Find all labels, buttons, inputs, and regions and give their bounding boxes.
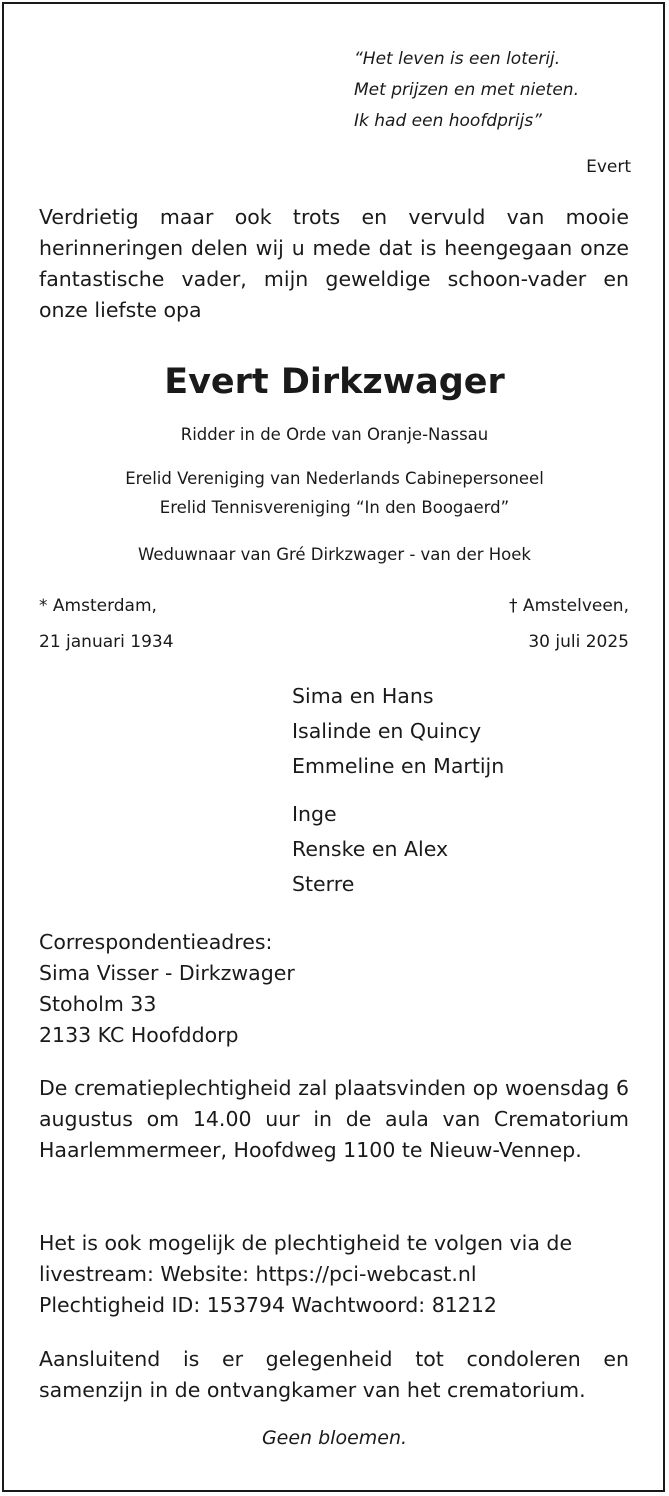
closing-note: Geen bloemen. bbox=[261, 1427, 408, 1449]
family-member: Isalinde en Quincy bbox=[292, 719, 482, 743]
address-city: 2133 KC Hoofddorp bbox=[39, 1023, 239, 1047]
address-name: Sima Visser - Dirkzwager bbox=[39, 961, 295, 985]
quote-line: Ik had een hoofdprijs” bbox=[354, 111, 542, 131]
livestream-paragraph bbox=[39, 1228, 629, 1321]
address-label: Correspondentieadres: bbox=[39, 930, 273, 954]
children-list bbox=[292, 679, 504, 784]
birth-date: 21 januari 1934 bbox=[39, 632, 174, 652]
family-member: Inge bbox=[292, 802, 337, 826]
death-date: 30 juli 2025 bbox=[528, 632, 629, 652]
quote-author: Evert bbox=[586, 157, 631, 177]
correspondence-address bbox=[39, 927, 295, 1051]
family-member: Sterre bbox=[292, 872, 355, 896]
deceased-name: Evert Dirkzwager bbox=[164, 362, 505, 402]
quote-block bbox=[354, 44, 579, 137]
honor-line: Ridder in de Orde van Oranje-Nassau bbox=[180, 425, 489, 444]
birth-block bbox=[39, 588, 174, 660]
family-member: Renske en Alex bbox=[292, 837, 449, 861]
death-place: † Amstelveen, bbox=[509, 596, 629, 616]
address-street: Stoholm 33 bbox=[39, 992, 157, 1016]
quote-line: “Het leven is een loterij. bbox=[354, 49, 561, 69]
ceremony-paragraph: De crematieplechtigheid zal plaatsvinden op woensdag 6 augustus om 14.00 uur in de aula van Crematorium Haarlemmermeer, Hoofdweg 1100 te Nieuw-Vennep. bbox=[39, 1076, 629, 1162]
widower-line: Weduwnaar van Gré Dirkzwager - van der Hoek bbox=[137, 545, 531, 564]
quote-line: Met prijzen en met nieten. bbox=[354, 80, 579, 100]
family-member: Emmeline en Martijn bbox=[292, 754, 505, 778]
membership-line: Erelid Tennisvereniging “In den Boogaerd” bbox=[159, 498, 510, 517]
livestream-line: livestream: Website: https://pci-webcast.nl bbox=[39, 1262, 477, 1286]
condolence-paragraph: Aansluitend is er gelegenheid tot condoleren en samenzijn in de ontvangkamer van het crematorium. bbox=[39, 1347, 629, 1402]
family-member: Sima en Hans bbox=[292, 684, 434, 708]
death-block bbox=[509, 588, 629, 660]
grandchildren-list bbox=[292, 797, 448, 902]
membership-line: Erelid Vereniging van Nederlands Cabinepersoneel bbox=[125, 469, 544, 488]
livestream-line: Het is ook mogelijk de plechtigheid te volgen via de bbox=[39, 1231, 573, 1255]
livestream-line: Plechtigheid ID: 153794 Wachtwoord: 81212 bbox=[39, 1293, 497, 1317]
intro-paragraph: Verdrietig maar ook trots en vervuld van mooie herinneringen delen wij u mede dat is heengegaan onze fantastische vader, mijn geweldige schoon-vader en onze liefste opa bbox=[39, 205, 629, 322]
birth-place: * Amsterdam, bbox=[39, 596, 157, 616]
